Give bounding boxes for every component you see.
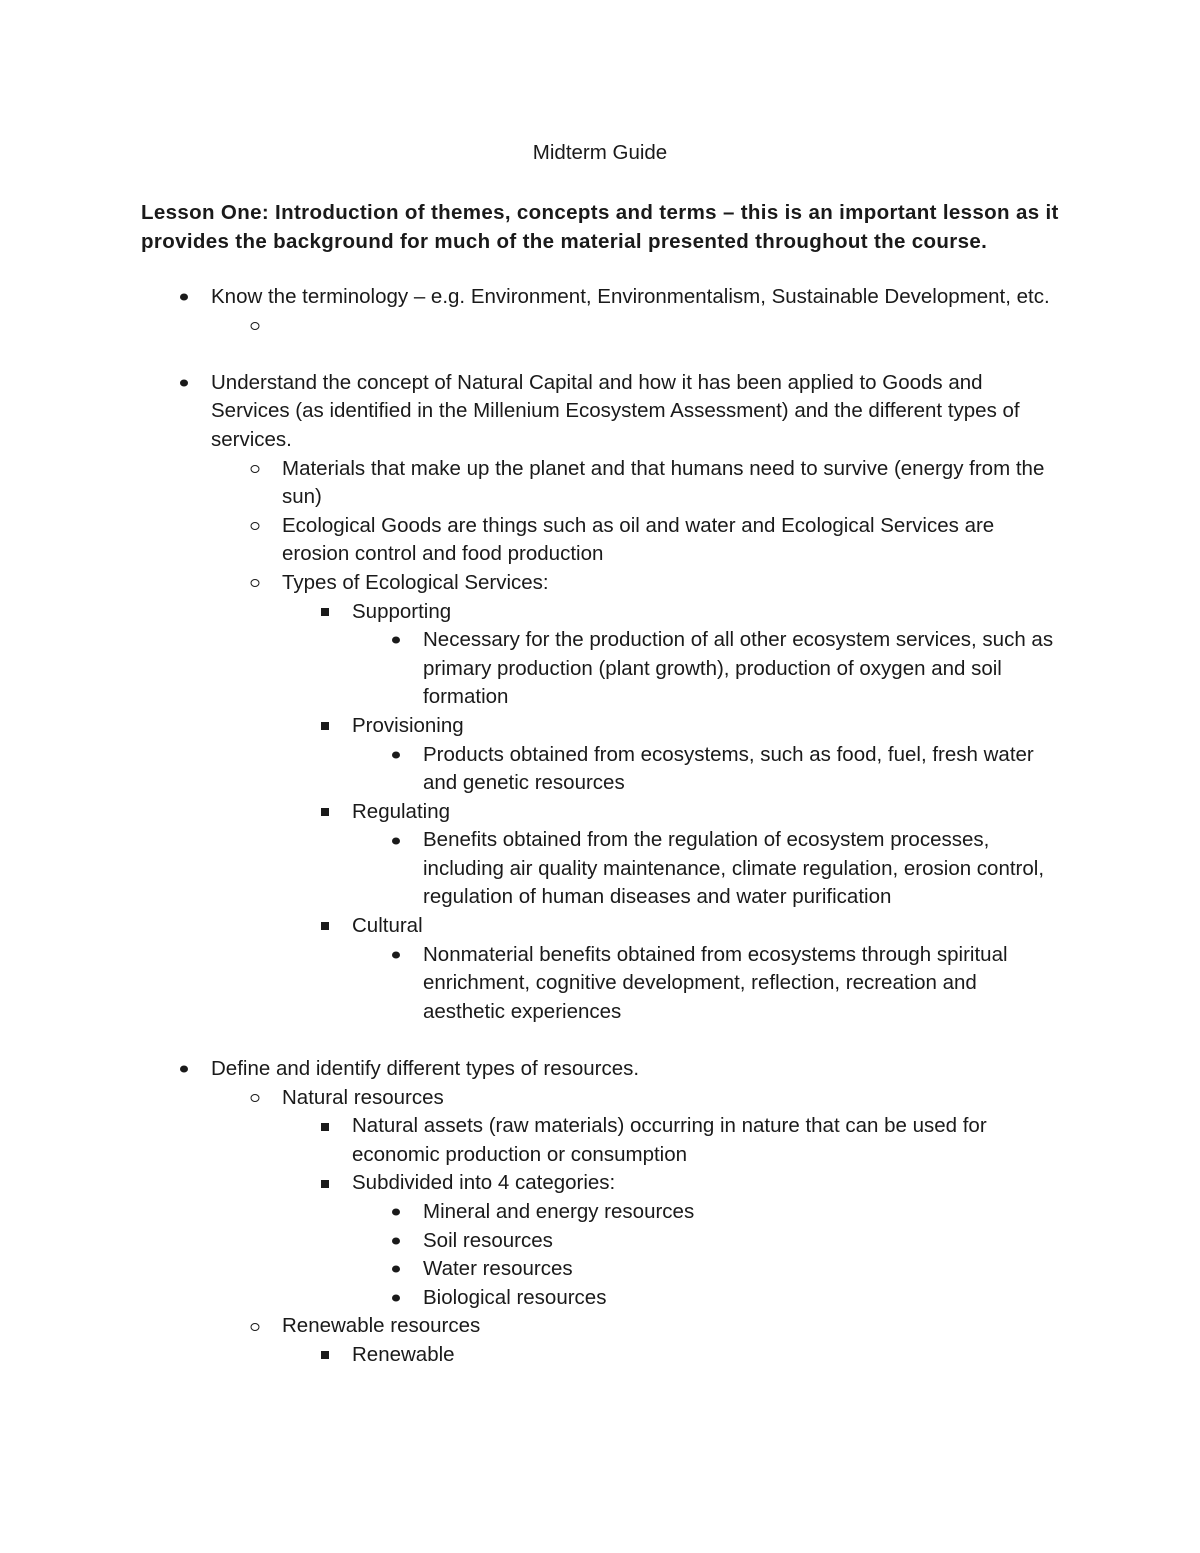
list-item-text: Nonmaterial benefits obtained from ecosystems through spiritual enrichment, cognitive development, reflection, recreation and aesthetic experiences (423, 942, 1008, 1023)
square-bullet-icon (318, 912, 332, 941)
list-item (282, 569, 1062, 598)
list-item-text: Products obtained from ecosystems, such as food, fuel, fresh water and genetic resources (423, 742, 1034, 795)
list-item (352, 1169, 1062, 1198)
square-bullet-icon (318, 1112, 332, 1141)
list-item-text: Water resources (423, 1257, 573, 1281)
list-item-text: Necessary for the production of all other ecosystem services, such as primary production (plant growth), production of oxygen and soil formation (423, 628, 1054, 709)
list-item-text: Renewable resources (282, 1314, 481, 1338)
list-item (423, 1284, 1063, 1313)
list-item (352, 1341, 1062, 1370)
circle-bullet-icon (248, 312, 262, 341)
list-item-text: Know the terminology – e.g. Environment, Environmentalism, Sustainable Development, etc. (211, 285, 1050, 308)
list-item-text: Benefits obtained from the regulation of ecosystem processes, including air quality maintenance, climate regulation, erosion control, regulation of human diseases and water purification (423, 828, 1045, 909)
lesson-heading: Lesson One: Introduction of themes, concepts and terms – this is an important lesson as it provides the background for much of the material presented throughout the course. (141, 201, 1059, 253)
list-item (352, 712, 1062, 741)
list-item (423, 941, 1063, 1027)
list-item-text: Biological resources (423, 1285, 607, 1309)
disc-bullet-icon (389, 1227, 403, 1256)
square-bullet-icon (318, 798, 332, 827)
square-bullet-icon (318, 1341, 332, 1370)
disc-bullet-icon (389, 941, 403, 970)
list-item-text: Soil resources (423, 1228, 553, 1252)
circle-bullet-icon (248, 1084, 262, 1113)
list-item-text: Natural resources (282, 1085, 444, 1109)
disc-bullet-icon (389, 1284, 403, 1313)
list-item-text: Supporting (352, 599, 452, 623)
list-item-text: Cultural (352, 914, 423, 938)
list-item-text: Define and identify different types of resources. (211, 1057, 640, 1081)
list-item-text: Understand the concept of Natural Capital and how it has been applied to Goods and Services (as identified in the Millenium Ecosystem Assessment) and the different types of services. (211, 370, 1020, 451)
list-item (282, 1312, 1062, 1341)
circle-bullet-icon (248, 512, 262, 541)
circle-bullet-icon (248, 1312, 262, 1341)
list-item (423, 1227, 1063, 1256)
list-item (211, 1055, 1061, 1084)
circle-bullet-icon (248, 569, 262, 598)
spacer (0, 1026, 1200, 1055)
list-item-text: Ecological Goods are things such as oil and water and Ecological Services are erosion control and food production (282, 513, 995, 566)
circle-bullet-icon (248, 455, 262, 484)
list-item-text: Natural assets (raw materials) occurring in nature that can be used for economic production or consumption (352, 1114, 987, 1166)
disc-bullet-icon (177, 1055, 191, 1084)
list-item (423, 826, 1063, 912)
list-item (423, 1198, 1063, 1227)
disc-bullet-icon (389, 626, 403, 655)
list-item-text: Regulating (352, 799, 451, 823)
list-item-text: Mineral and energy resources (423, 1200, 695, 1223)
list-item (352, 912, 1062, 941)
list-item-text: Provisioning (352, 713, 464, 737)
list-item-text: Renewable (352, 1342, 455, 1366)
list-item (423, 741, 1063, 798)
list-item (282, 1084, 1062, 1113)
spacer (0, 340, 1200, 369)
list-item (352, 1112, 1062, 1169)
disc-bullet-icon (389, 826, 403, 855)
list-item (352, 598, 1062, 627)
disc-bullet-icon (389, 741, 403, 770)
disc-bullet-icon (177, 369, 191, 398)
list-item-text: Materials that make up the planet and that humans need to survive (energy from the sun) (282, 456, 1045, 509)
disc-bullet-icon (389, 1198, 403, 1227)
list-item (211, 369, 1061, 455)
list-item (423, 626, 1063, 712)
outline-list (0, 283, 1200, 1370)
list-item (423, 1255, 1063, 1284)
list-item-text: Types of Ecological Services: (282, 570, 549, 594)
list-item-empty (282, 312, 1062, 341)
list-item (211, 283, 1061, 312)
square-bullet-icon (318, 1169, 332, 1198)
list-item (352, 798, 1062, 827)
disc-bullet-icon (177, 283, 191, 312)
square-bullet-icon (318, 712, 332, 741)
list-item-text (282, 312, 1062, 341)
disc-bullet-icon (389, 1255, 403, 1284)
list-item (282, 512, 1062, 569)
square-bullet-icon (318, 598, 332, 627)
document-title: Midterm Guide (532, 141, 668, 164)
list-item (282, 455, 1062, 512)
list-item-text: Subdivided into 4 categories: (352, 1171, 616, 1195)
